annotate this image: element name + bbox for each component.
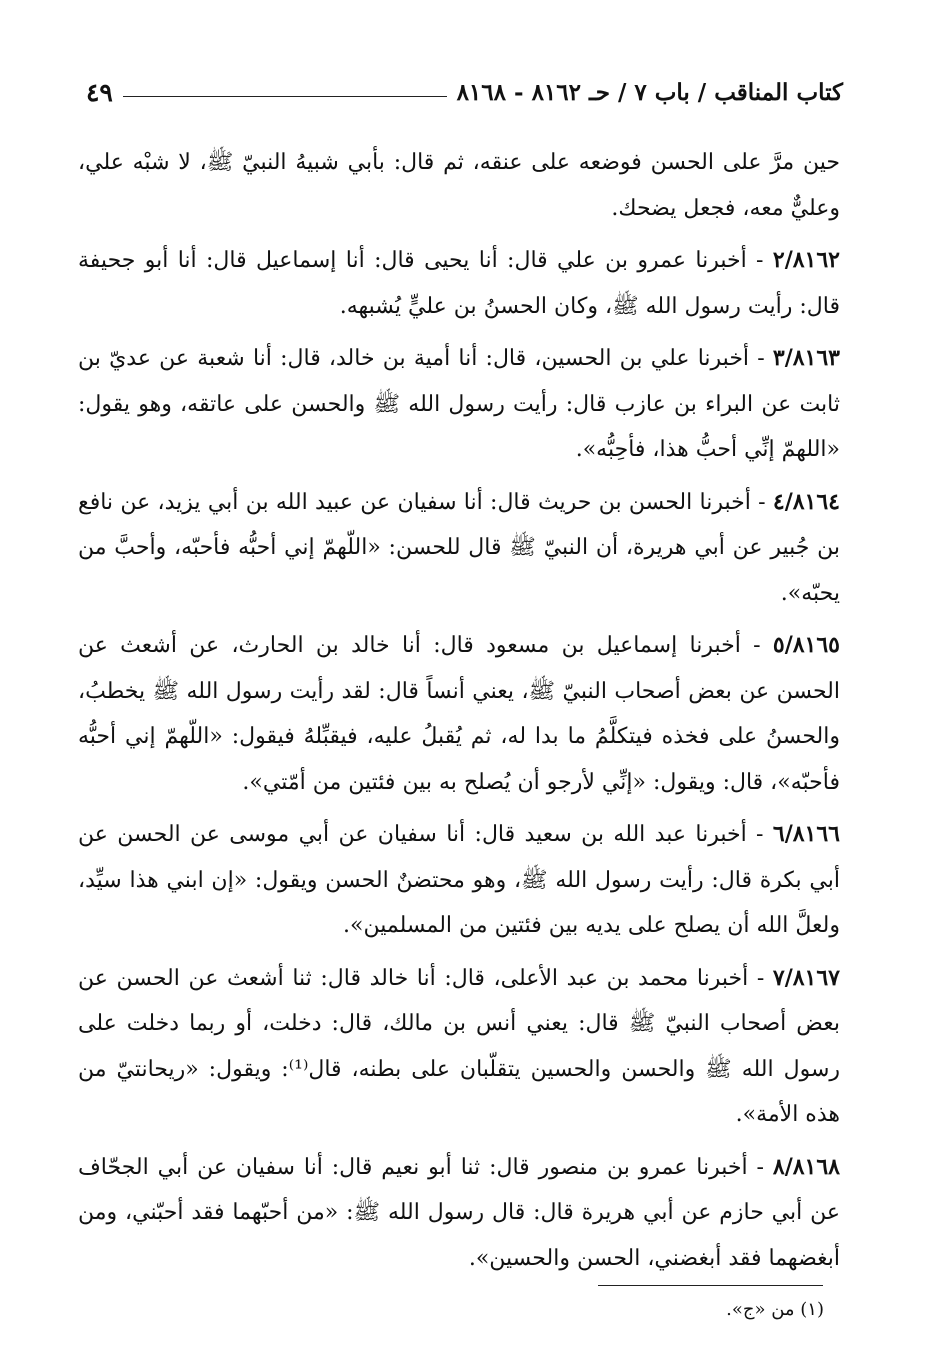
running-header	[86, 72, 843, 112]
hadith-paragraph	[78, 812, 840, 949]
hadith-number: ٥/٨١٦٥	[772, 632, 840, 658]
paragraph-text: - أخبرنا محمد بن عبد الأعلى، قال: أنا خالد قال: ثنا أشعث عن الحسن عن بعض أصحاب النبيّ ﷺ قال: يعني أنس بن مالك، قال: دخلت، أو ربما دخلت على رسول الله ﷺ والحسن والحسين يتقلّبان على بطنه، قال⁽¹⁾: ويقول: «ريحانتيّ من هذه الأمة».	[78, 965, 841, 1127]
paragraph-text: - أخبرنا عمرو بن منصور قال: ثنا أبو نعيم قال: أنا سفيان عن أبي الجحّاف عن أبي حازم عن أبي هريرة قال: قال رسول الله ﷺ: «من أحبّهما فقد أحبّني، ومن أبغضهما فقد أبغضني، الحسن والحسين».	[78, 1154, 840, 1271]
footnote: (١) من «ج».	[726, 1299, 824, 1320]
paragraph-text: - أخبرنا الحسن بن حريث قال: أنا سفيان عن عبيد الله بن أبي يزيد، عن نافع بن جُبير عن أبي هريرة، أن النبيّ ﷺ قال للحسن: «اللّهمّ إني أحبُّه فأحبّه، وأحبَّ من يحبّه».	[78, 489, 840, 606]
hadith-paragraph	[78, 238, 840, 329]
hadith-paragraph	[78, 623, 840, 805]
paragraph-text: - أخبرنا عبد الله بن سعيد قال: أنا سفيان عن أبي موسى عن الحسن عن أبي بكرة قال: رأيت رسول الله ﷺ، وهو محتضنٌ الحسن ويقول: «إن ابني هذا سيِّد، ولعلَّ الله أن يصلح على يديه بين فئتين من المسلمين».	[78, 822, 840, 938]
hadith-paragraph	[78, 956, 840, 1138]
hadith-number: ٧/٨١٦٧	[772, 964, 840, 991]
page-number: ٤٩	[86, 77, 113, 107]
paragraph-continuation	[78, 140, 840, 231]
header-title: كتاب المناقب / باب ٧ / حـ ٨١٦٢ - ٨١٦٨	[456, 78, 843, 106]
hadith-paragraph	[78, 1145, 840, 1282]
page-body	[78, 140, 840, 1281]
hadith-number: ٦/٨١٦٦	[772, 821, 840, 847]
hadith-number: ٢/٨١٦٢	[772, 247, 840, 273]
footnote-rule	[598, 1285, 823, 1286]
paragraph-text: حين مرَّ على الحسن فوضعه على عنقه، ثم قال: بأبي شبيهُ النبيّ ﷺ، لا شبْه علي، وعليٌّ معه، فجعل يضحك.	[78, 150, 840, 221]
header-rule	[123, 96, 447, 97]
hadith-number: ٤/٨١٦٤	[772, 488, 840, 515]
paragraph-text: - أخبرنا إسماعيل بن مسعود قال: أنا خالد بن الحارث، عن أشعث عن الحسن عن بعض أصحاب النبيّ ﷺ، يعني أنساً قال: لقد رأيت رسول الله ﷺ يخطبُ، والحسنُ على فخذه فيتكلَّمُ ما بدا له، ثم يُقبلُ عليه، فيقبِّلهُ فيقول: «اللّهمّ إني أحبُّه فأحبّه»، قال: ويقول: «إنِّي لأرجو أن يُصلح به بين فئتين من أمّتي».	[78, 633, 840, 795]
paragraph-text: - أخبرنا عمرو بن علي قال: أنا يحيى قال: أنا إسماعيل قال: أنا أبو جحيفة قال: رأيت رسول الله ﷺ، وكان الحسنُ بن عليٍّ يُشبهه.	[78, 248, 840, 319]
hadith-paragraph	[78, 336, 840, 473]
paragraph-text: - أخبرنا علي بن الحسين، قال: أنا أمية بن خالد، قال: أنا شعبة عن عديّ بن ثابت عن البراء بن عازب قال: رأيت رسول الله ﷺ والحسن على عاتقه، وهو يقول: «اللهمّ إنِّي أحبُّ هذا، فأحِبُّه».	[78, 346, 840, 462]
hadith-number: ٣/٨١٦٣	[772, 345, 840, 371]
hadith-number: ٨/٨١٦٨	[772, 1153, 840, 1180]
hadith-paragraph	[78, 480, 840, 617]
